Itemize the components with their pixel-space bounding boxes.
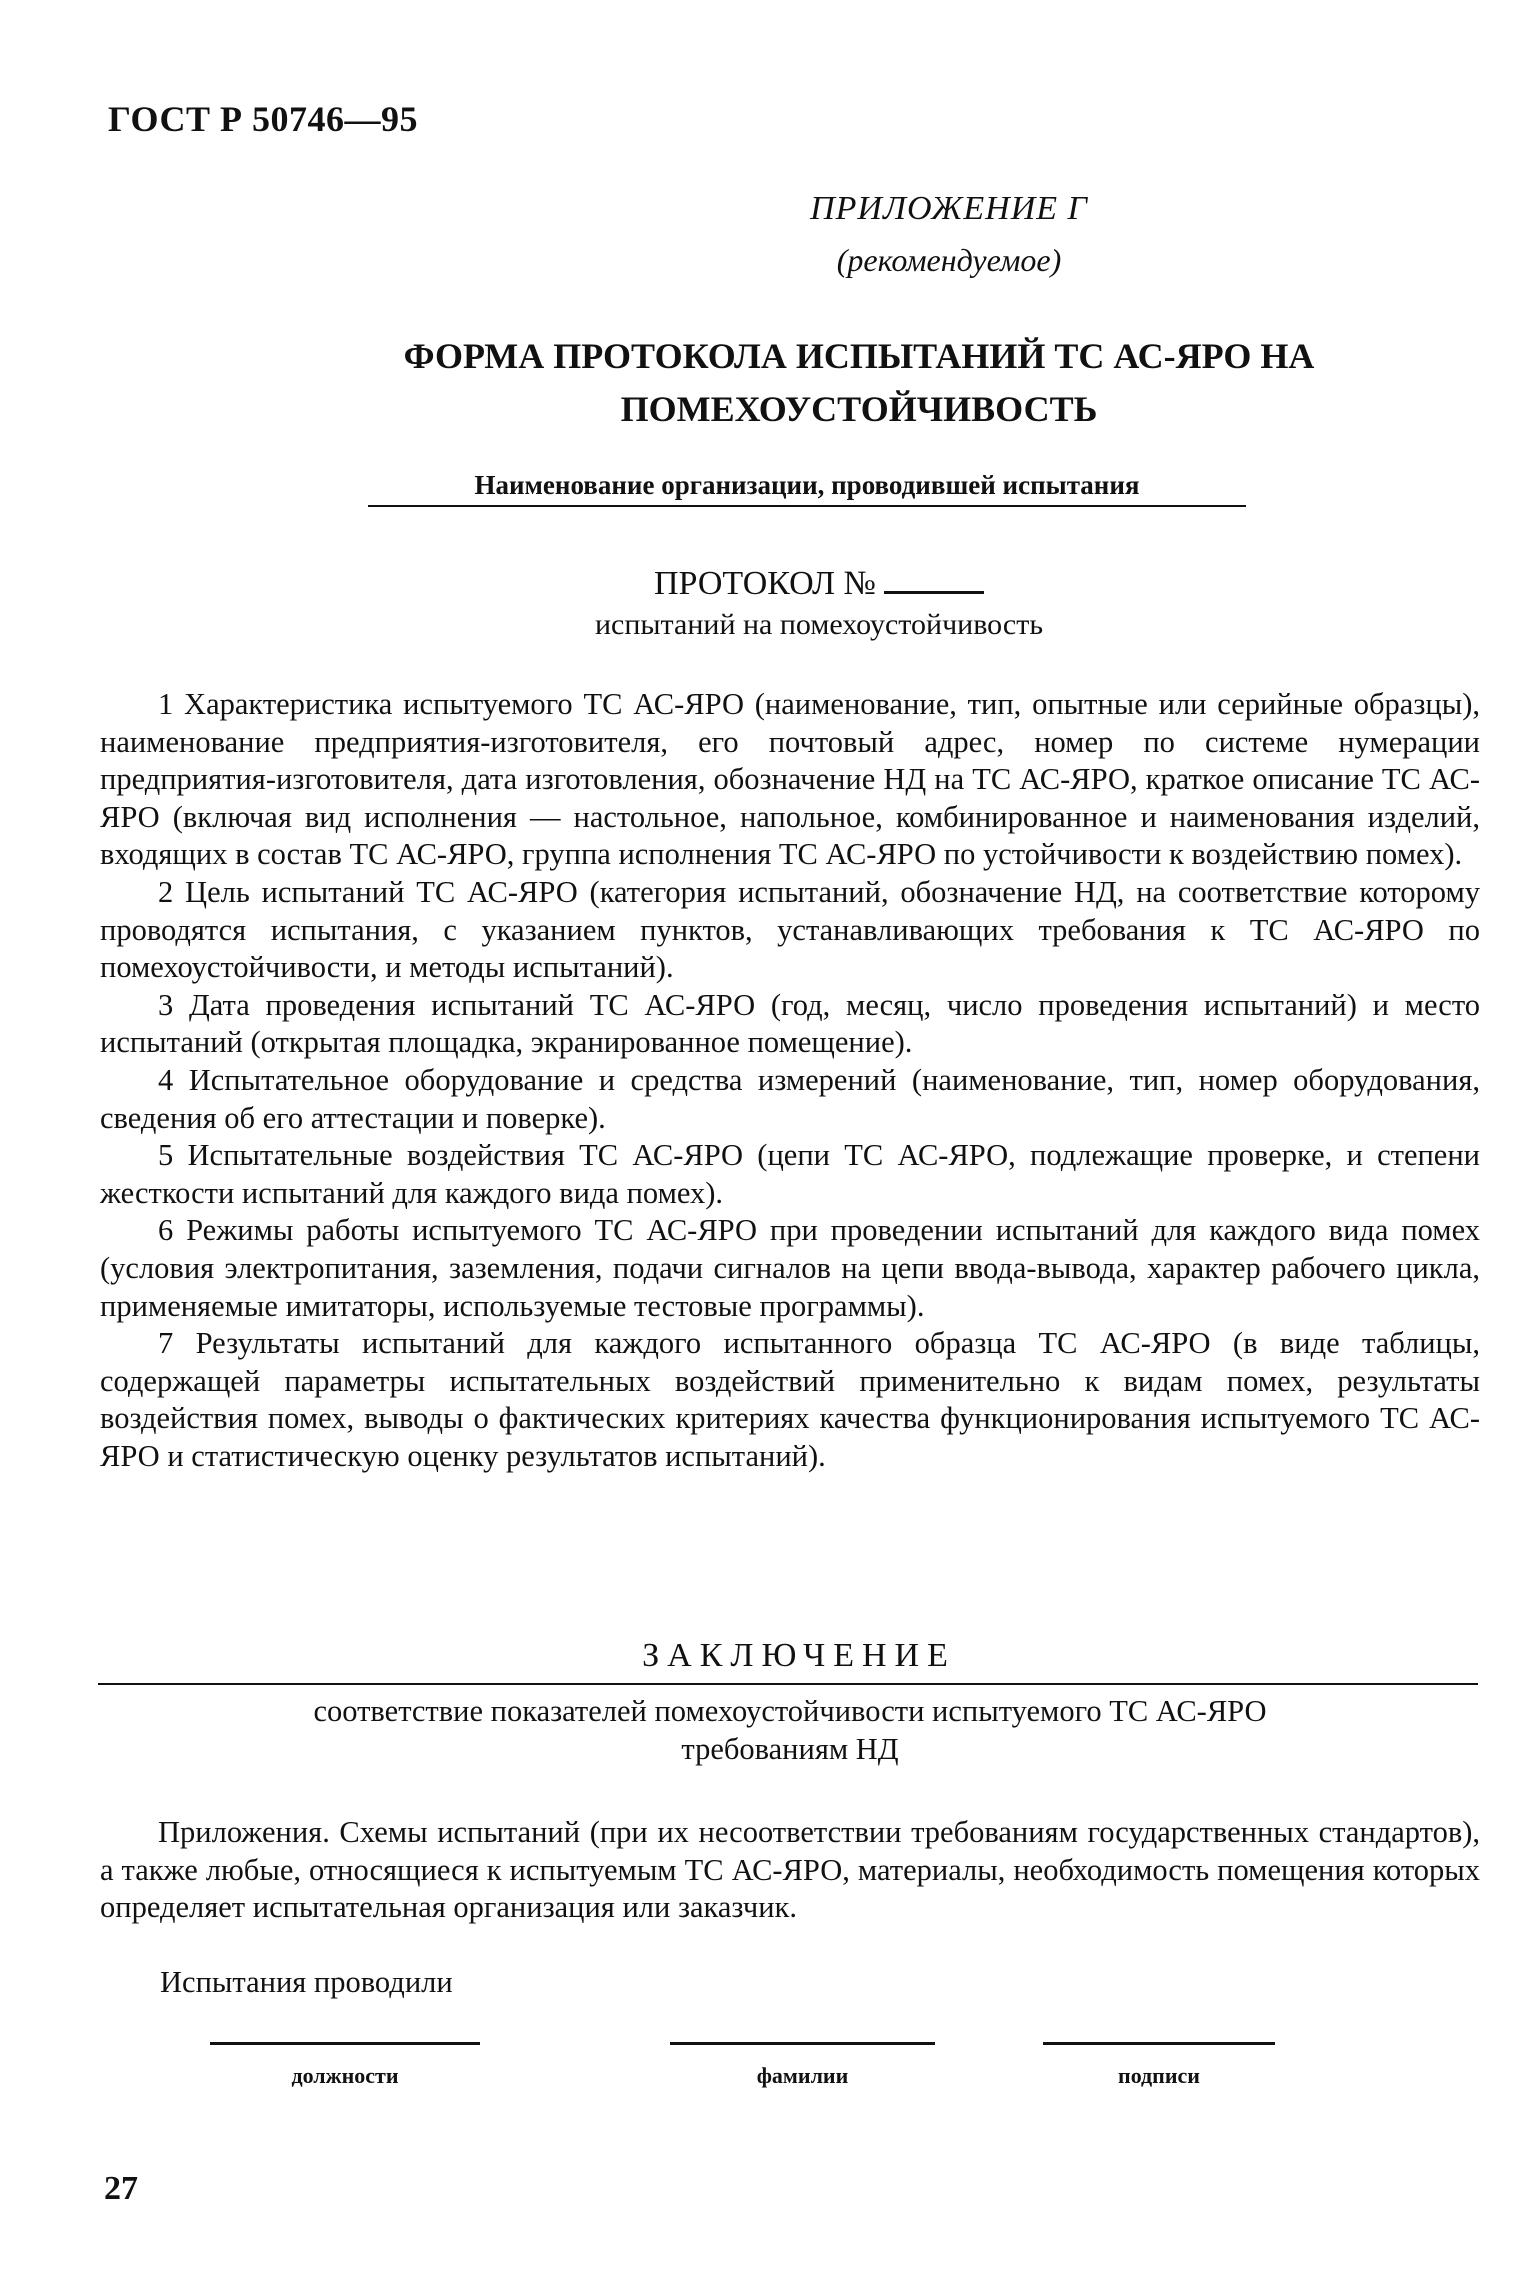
protocol-item-4: 4 Испытательное оборудование и средства измерений (наименование, тип, номер оборудования, сведения об его аттестации и поверке). bbox=[100, 1062, 1480, 1135]
page-number: 27 bbox=[104, 2170, 138, 2207]
signature-column-positions bbox=[210, 2042, 480, 2089]
form-title-line-2: ПОМЕХОУСТОЙЧИВОСТЬ bbox=[620, 389, 1098, 429]
protocol-subtitle: испытаний на помехоустойчивость bbox=[594, 608, 1044, 641]
protocol-item-2: 2 Цель испытаний ТС АС-ЯРО (категория испытаний, обозначение НД, на соответствие которому проводятся испытания, с указанием пунктов, устанавливающих требования к ТС АС-ЯРО по помехоустойчивости, и методы испытаний). bbox=[100, 874, 1480, 985]
protocol-item-6: 6 Режимы работы испытуемого ТС АС-ЯРО при проведении испытаний для каждого вида помех (условия электропитания, заземления, подачи сигналов на цепи ввода-вывода, характер рабочего цикла, применяемые имитаторы, используемые тестовые программы). bbox=[100, 1213, 1480, 1323]
protocol-item-5: 5 Испытательные воздействия ТС АС-ЯРО (цепи ТС АС-ЯРО, подлежащие проверке, и степени жесткости испытаний для каждого вида помех). bbox=[100, 1138, 1480, 1210]
positions-label: должности bbox=[291, 2063, 399, 2088]
signature-line bbox=[1043, 2042, 1275, 2045]
appendices-text: Приложения. Схемы испытаний (при их несоответствии требованиям государственных стандартов), а также любые, относящиеся к испытуемым ТС АС-ЯРО, материалы, необходимость помещения которых определяет испытательная организация или заказчик. bbox=[100, 1815, 1480, 1925]
conducted-by-label: Испытания проводили bbox=[160, 1965, 453, 1999]
standard-code: ГОСТ Р 50746—95 bbox=[108, 99, 418, 139]
appendix-subtitle: (рекомендуемое) bbox=[836, 242, 1062, 278]
conclusion-divider bbox=[98, 1683, 1478, 1685]
conclusion-line-1: соответствие показателей помехоустойчивости испытуемого ТС АС-ЯРО bbox=[313, 1694, 1267, 1728]
appendix-title: ПРИЛОЖЕНИЕ Г bbox=[810, 190, 1088, 227]
signatures-label: подписи bbox=[1118, 2063, 1200, 2088]
form-title bbox=[90, 330, 1538, 436]
protocol-number-blank bbox=[884, 571, 984, 594]
protocol-item-3: 3 Дата проведения испытаний ТС АС-ЯРО (год, месяц, число проведения испытаний) и место испытаний (открытая площадка, экранированное помещение). bbox=[100, 987, 1480, 1060]
signature-line bbox=[670, 2042, 935, 2045]
conclusion-line-2: требованиям НД bbox=[681, 1732, 899, 1766]
protocol-title bbox=[0, 565, 1538, 603]
organization-label: Наименование организации, проводившей испытания bbox=[368, 470, 1246, 507]
signature-column-signatures bbox=[1043, 2042, 1275, 2089]
signature-line bbox=[210, 2042, 480, 2045]
protocol-item-1: 1 Характеристика испытуемого ТС АС-ЯРО (наименование, тип, опытные или серийные образцы), наименование предприятия-изготовителя, его почтовый адрес, номер по системе нумерации предприятия-изготовителя, дата изготовления, обозначение НД на ТС АС-ЯРО, краткое описание ТС АС-ЯРО (включая вид исполнения — настольное, напольное, комбинированное и наименования изделий, входящих в состав ТС АС-ЯРО, группа исполнения ТС АС-ЯРО по устойчивости к воздействию помех). bbox=[100, 687, 1480, 872]
protocol-items bbox=[100, 686, 1480, 1475]
form-title-line-1: ФОРМА ПРОТОКОЛА ИСПЫТАНИЙ ТС АС-ЯРО НА bbox=[403, 336, 1315, 376]
protocol-title-text: ПРОТОКОЛ № bbox=[654, 565, 876, 602]
conclusion-text bbox=[100, 1692, 1480, 1768]
protocol-item-7: 7 Результаты испытаний для каждого испытанного образца ТС АС-ЯРО (в виде таблицы, содержащей параметры испытательных воздействий применительно к видам помех, результаты воздействия помех, выводы о фактических критериях качества функционирования испытуемого ТС АС-ЯРО и статистическую оценку результатов испытаний). bbox=[100, 1326, 1480, 1473]
surnames-label: фамилии bbox=[756, 2063, 849, 2088]
conclusion-title: ЗАКЛЮЧЕНИЕ bbox=[642, 1637, 956, 1674]
signature-column-surnames bbox=[670, 2042, 935, 2089]
